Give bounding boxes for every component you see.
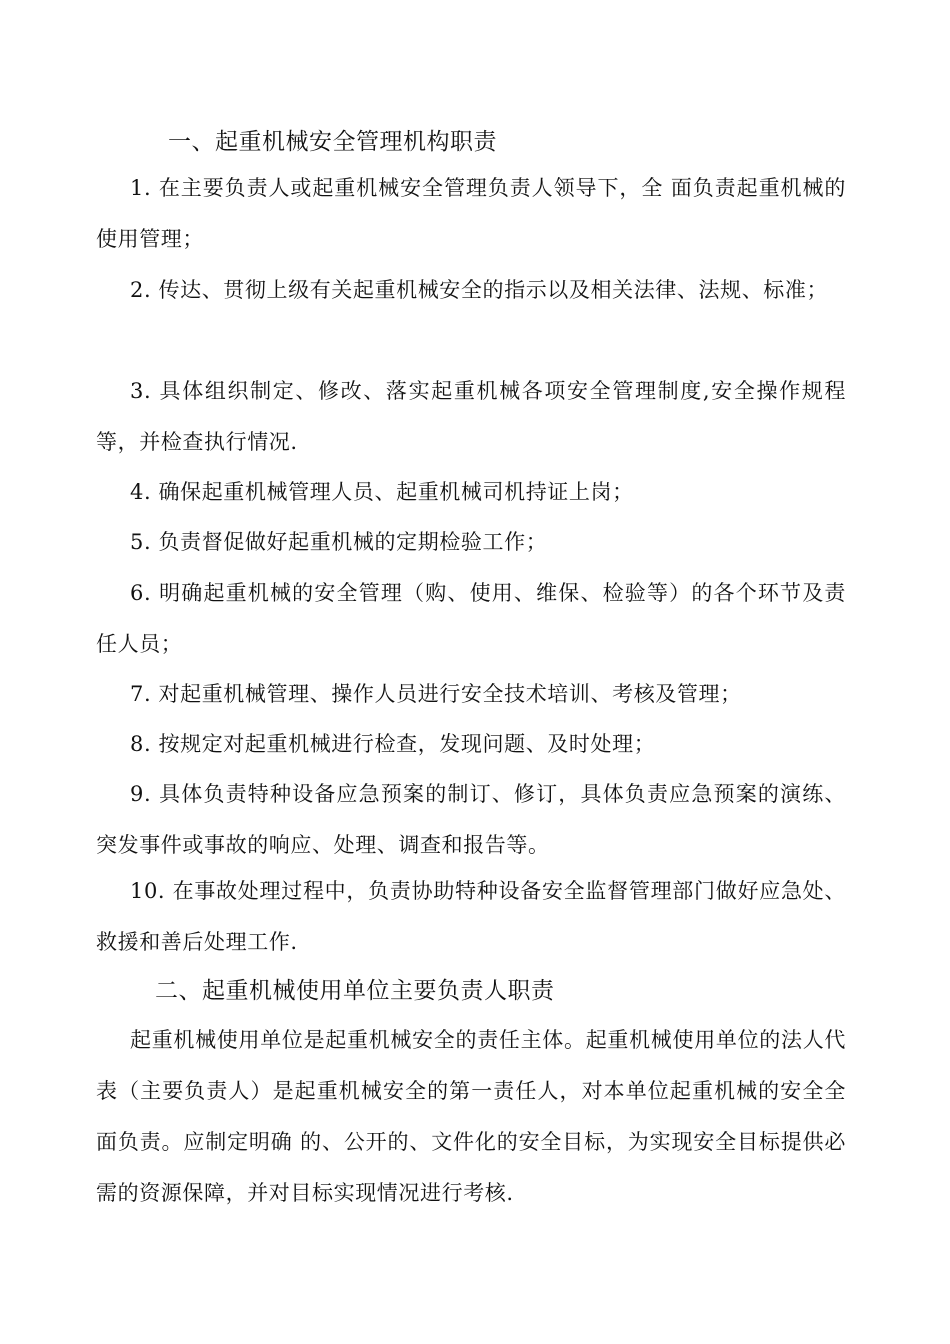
list-item: 5. 负责督促做好起重机械的定期检验工作； (130, 530, 548, 554)
list-item: 8. 按规定对起重机械进行检查，发现问题、及时处理； (130, 732, 656, 756)
list-item: 4. 确保起重机械管理人员、起重机械司机持证上岗； (130, 480, 634, 504)
list-item: 1. 在主要负责人或起重机械安全管理负责人领导下，全 面负责起重机械的使用管理； (96, 176, 846, 251)
list-item: 3. 具体组织制定、修改、落实起重机械各项安全管理制度,安全操作规程等，并检查执行情况. (96, 379, 846, 454)
list-item: 2. 传达、贯彻上级有关起重机械安全的指示以及相关法律、法规、标准； (130, 278, 829, 302)
section2-paragraph: 起重机械使用单位是起重机械安全的责任主体。起重机械使用单位的法人代表（主要负责人）是起重机械安全的第一责任人，对本单位起重机械的安全全面负责。应制定明确 的、公开的、文件化的安全目标，为实现安全目标提供必需的资源保障，并对目标实现情况进行考核. (96, 1028, 846, 1205)
list-item: 7. 对起重机械管理、操作人员进行安全技术培训、考核及管理； (130, 682, 742, 706)
section2-heading: 二、起重机械使用单位主要负责人职责 (155, 978, 555, 1004)
list-item: 10. 在事故处理过程中，负责协助特种设备安全监督管理部门做好应急处、救援和善后处理工作. (96, 879, 846, 954)
list-item: 9. 具体负责特种设备应急预案的制订、修订，具体负责应急预案的演练、突发事件或事故的响应、处理、调查和报告等。 (96, 782, 846, 857)
list-item: 6. 明确起重机械的安全管理（购、使用、维保、检验等）的各个环节及责任人员； (96, 581, 846, 656)
section1-heading: 一、起重机械安全管理机构职责 (168, 129, 497, 155)
